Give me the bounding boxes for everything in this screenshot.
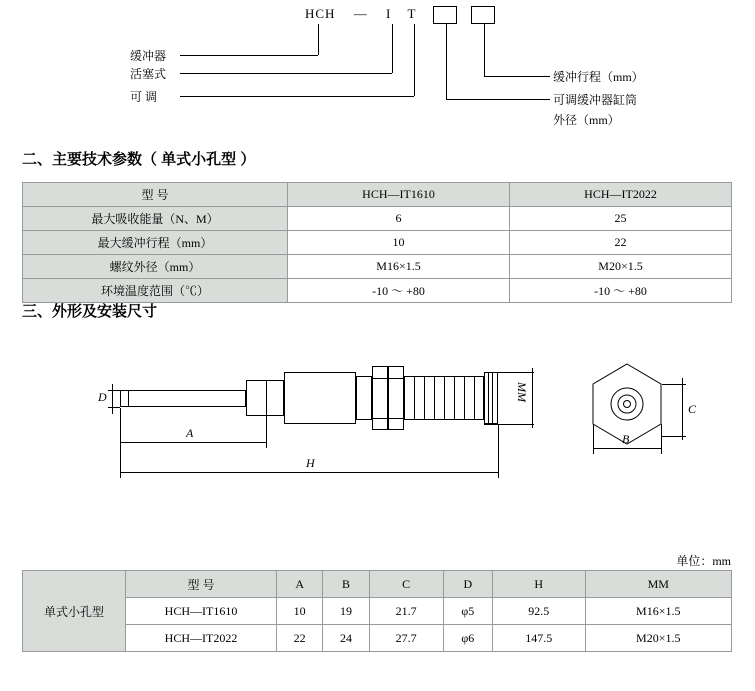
spec-model-2: HCH—IT2022 bbox=[510, 183, 732, 207]
dim-ext-c-bot bbox=[662, 436, 686, 437]
spec-row-label: 环境温度范围（℃） bbox=[23, 279, 288, 303]
cell-c: 27.7 bbox=[369, 625, 443, 652]
table-row bbox=[23, 207, 732, 231]
spec-row-label: 型 号 bbox=[23, 183, 288, 207]
leader-line-hch-vert bbox=[318, 24, 319, 55]
cell-mm: M16×1.5 bbox=[585, 598, 732, 625]
leader-line-stroke-horz bbox=[484, 76, 550, 77]
spec-value: -10 ～ +80 bbox=[288, 279, 510, 303]
end-cap-knurl bbox=[488, 372, 489, 424]
thread-hatch bbox=[434, 376, 435, 420]
label-cylinder-barrel: 可调缓冲器缸筒 bbox=[553, 93, 638, 107]
dim-ext-b-left bbox=[593, 424, 594, 454]
unit-note: 单位：mm bbox=[676, 554, 731, 568]
dim-line-d bbox=[112, 384, 113, 414]
cell-mm: M20×1.5 bbox=[585, 625, 732, 652]
table-row bbox=[23, 255, 732, 279]
cell-h: 147.5 bbox=[492, 625, 585, 652]
thread-hatch bbox=[474, 376, 475, 420]
dim-label-c: C bbox=[688, 402, 697, 416]
dim-ext-mm-top bbox=[484, 372, 534, 373]
leader-line-hch-horz bbox=[180, 55, 318, 56]
spec-row-label: 最大缓冲行程（mm） bbox=[23, 231, 288, 255]
label-piston-type: 活塞式 bbox=[130, 67, 167, 81]
cell-d: φ6 bbox=[443, 625, 492, 652]
section-2-title: 二、主要技术参数（ 单式小孔型 ） bbox=[22, 151, 256, 168]
col-header-c: C bbox=[369, 571, 443, 598]
hex-nut-midline-1 bbox=[372, 378, 404, 379]
body-main bbox=[284, 372, 356, 424]
spec-value: 22 bbox=[510, 231, 732, 255]
cell-c: 21.7 bbox=[369, 598, 443, 625]
dim-line-b bbox=[593, 448, 661, 449]
thread-hatch bbox=[464, 376, 465, 420]
code-part-dash: — bbox=[353, 6, 368, 21]
dim-ext-a-right bbox=[266, 380, 267, 448]
spec-model-1: HCH—IT1610 bbox=[288, 183, 510, 207]
dim-label-d: D bbox=[98, 390, 107, 404]
model-code-diagram bbox=[0, 0, 755, 140]
cell-a: 22 bbox=[277, 625, 323, 652]
thread-hatch bbox=[444, 376, 445, 420]
hex-nut-2 bbox=[388, 366, 404, 430]
dim-label-h: H bbox=[306, 456, 315, 470]
table-row bbox=[23, 625, 732, 652]
leader-line-stroke-vert bbox=[484, 24, 485, 76]
cell-model: HCH—IT1610 bbox=[126, 598, 277, 625]
hex-nut-midline-2 bbox=[372, 418, 404, 419]
col-header-h: H bbox=[492, 571, 585, 598]
dim-label-b: B bbox=[622, 432, 630, 446]
spec-row-label: 最大吸收能量（N、M） bbox=[23, 207, 288, 231]
spec-value: 6 bbox=[288, 207, 510, 231]
table-row bbox=[23, 231, 732, 255]
cell-model: HCH—IT2022 bbox=[126, 625, 277, 652]
spec-table bbox=[22, 182, 732, 303]
table-row bbox=[23, 279, 732, 303]
dim-ext-mm-bot bbox=[484, 424, 534, 425]
dimension-drawing bbox=[22, 348, 732, 544]
spec-value: 25 bbox=[510, 207, 732, 231]
thread-section-1 bbox=[356, 376, 372, 420]
dim-ext-d-bot bbox=[108, 407, 120, 408]
cell-b: 19 bbox=[323, 598, 369, 625]
col-header-d: D bbox=[443, 571, 492, 598]
cell-d: φ5 bbox=[443, 598, 492, 625]
section-3-title: 三、外形及安装尺寸 bbox=[22, 303, 158, 320]
rod-body bbox=[120, 390, 246, 407]
hex-end-view bbox=[582, 360, 702, 460]
leader-line-adjust-horz bbox=[180, 96, 414, 97]
col-header-mm: MM bbox=[585, 571, 732, 598]
cell-a: 10 bbox=[277, 598, 323, 625]
model-code-text bbox=[305, 6, 495, 24]
label-buffer: 缓冲器 bbox=[130, 49, 167, 63]
code-box-1 bbox=[433, 6, 457, 24]
leader-line-adjust-vert bbox=[414, 24, 415, 96]
spec-value: -10 ～ +80 bbox=[510, 279, 732, 303]
dim-label-mm: MM bbox=[515, 382, 529, 402]
rod-chamfer bbox=[128, 390, 129, 407]
table-row bbox=[23, 598, 732, 625]
label-buffer-stroke: 缓冲行程（mm） bbox=[553, 70, 644, 84]
dim-label-a: A bbox=[186, 426, 194, 440]
label-outer-diameter: 外径（mm） bbox=[553, 113, 620, 127]
end-cap bbox=[484, 372, 498, 424]
col-header-a: A bbox=[277, 571, 323, 598]
dim-ext-h-left bbox=[120, 448, 121, 478]
leader-line-piston-vert bbox=[392, 24, 393, 73]
thread-hatch bbox=[424, 376, 425, 420]
body-step-1 bbox=[246, 380, 284, 416]
dim-ext-c-top bbox=[662, 384, 686, 385]
thread-hatch bbox=[414, 376, 415, 420]
spec-value: M20×1.5 bbox=[510, 255, 732, 279]
leader-line-diameter-vert bbox=[446, 24, 447, 99]
hex-nut-1 bbox=[372, 366, 388, 430]
dim-ext-d-top bbox=[108, 390, 120, 391]
spec-value: M16×1.5 bbox=[288, 255, 510, 279]
code-part-i: I bbox=[385, 6, 392, 21]
leader-line-piston-horz bbox=[180, 73, 392, 74]
cell-b: 24 bbox=[323, 625, 369, 652]
leader-line-diameter-horz bbox=[446, 99, 550, 100]
spec-value: 10 bbox=[288, 231, 510, 255]
table-corner-label: 单式小孔型 bbox=[23, 571, 126, 652]
dim-line-a bbox=[120, 442, 266, 443]
dim-line-h bbox=[120, 472, 498, 473]
code-part-hch: HCH bbox=[305, 6, 336, 21]
col-header-b: B bbox=[323, 571, 369, 598]
dim-line-mm bbox=[532, 368, 533, 428]
table-row bbox=[23, 183, 732, 207]
dim-line-c bbox=[682, 378, 683, 440]
dimension-table bbox=[22, 570, 732, 652]
end-cap-knurl bbox=[492, 372, 493, 424]
dim-ext-b-right bbox=[661, 424, 662, 454]
col-header-model: 型 号 bbox=[126, 571, 277, 598]
label-adjustable: 可 调 bbox=[130, 90, 158, 104]
table-row bbox=[23, 571, 732, 598]
spec-row-label: 螺纹外径（mm） bbox=[23, 255, 288, 279]
thread-hatch bbox=[454, 376, 455, 420]
cell-h: 92.5 bbox=[492, 598, 585, 625]
code-box-2 bbox=[471, 6, 495, 24]
code-part-t: T bbox=[407, 6, 417, 21]
dim-ext-h-right bbox=[498, 424, 499, 478]
